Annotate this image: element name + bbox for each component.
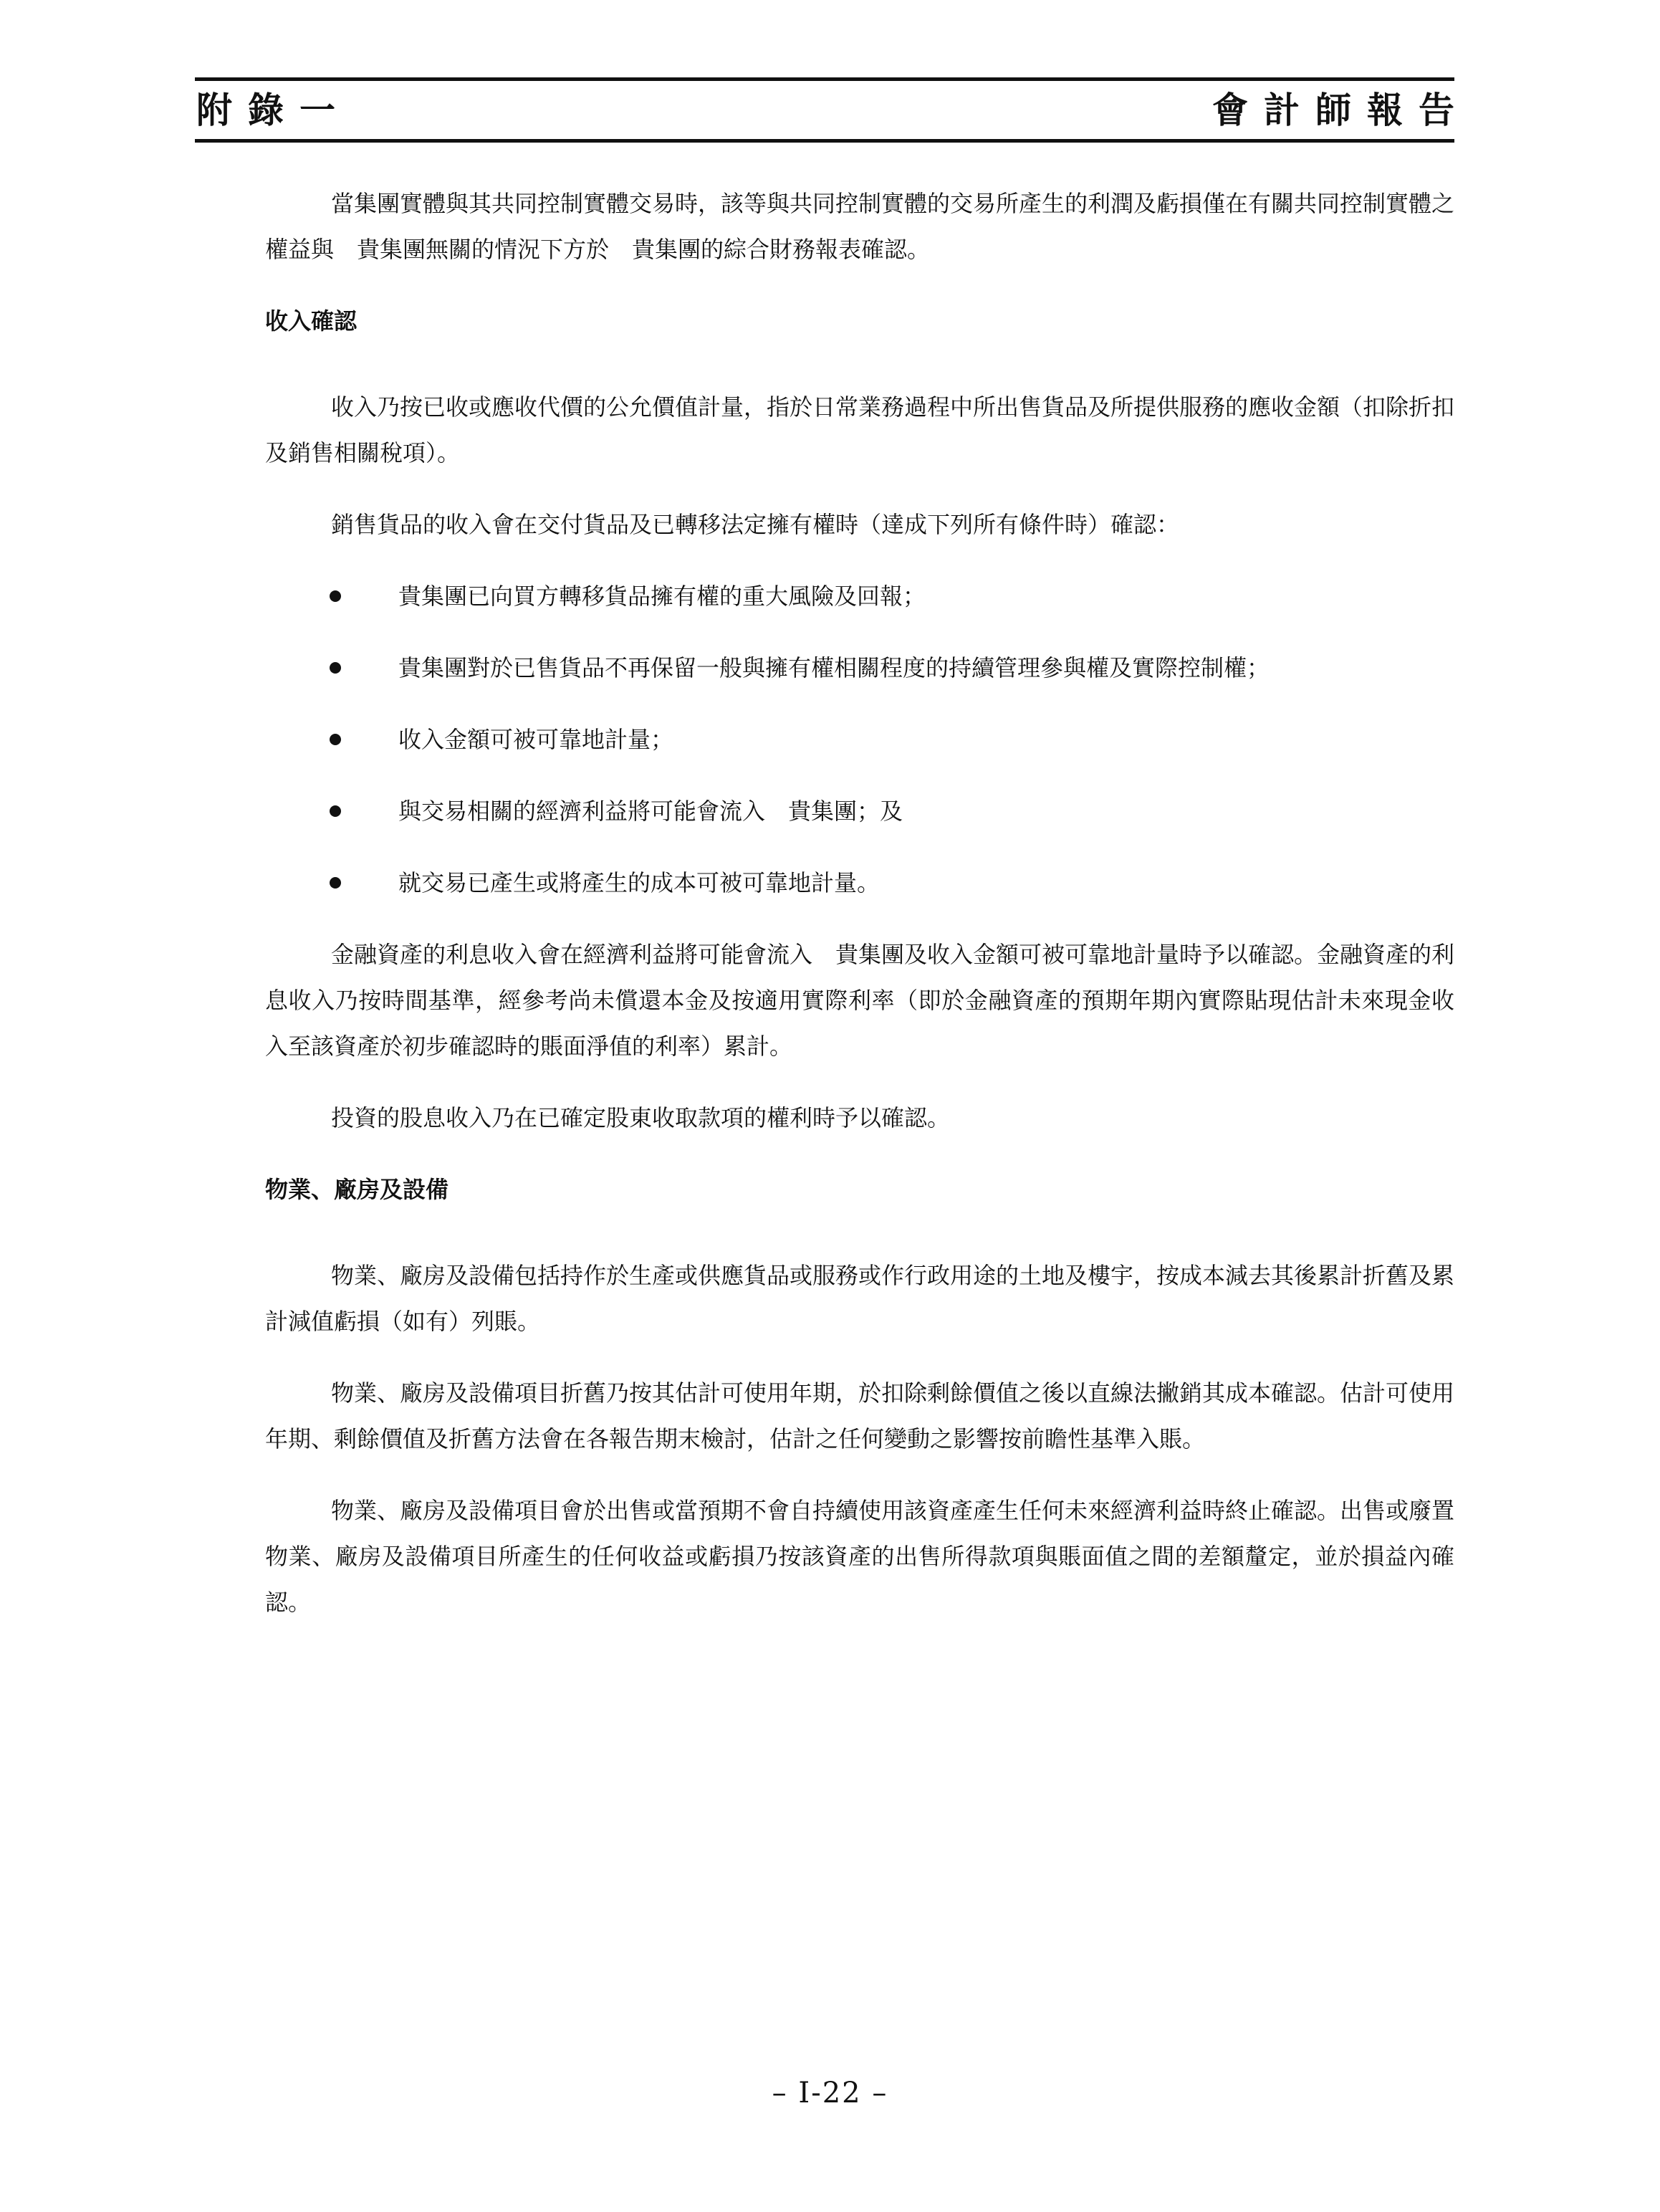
appendix-label: 附錄一 [196,89,351,131]
list-item [265,573,1454,619]
bullet-icon [330,805,341,817]
paragraph-ppe-cost: 物業、廠房及設備包括持作於生產或供應貨品或服務或作行政用途的土地及樓宇，按成本減去其後累計折舊及累計減值虧損（如有）列賬。 [265,1262,1455,1335]
list-item-text: 貴集團對於已售貨品不再保留一般與擁有權相關程度的持續管理參與權及實際控制權； [398,654,1270,681]
bullet-icon [330,662,341,674]
paragraph-dividend-income: 投資的股息收入乃在已確定股東收取款項的權利時予以確認。 [331,1104,951,1131]
paragraph-revenue-measurement: 收入乃按已收或應收代價的公允價值計量，指於日常業務過程中所出售貨品及所提供服務的應收金額（扣除折扣及銷售相關稅項）。 [265,393,1455,466]
paragraph-interest-income: 金融資產的利息收入會在經濟利益將可能會流入 貴集團及收入金額可被可靠地計量時予以確認。金融資產的利息收入乃按時間基準，經參考尚未償還本金及按適用實際利率（即於金融資產的預期年期內實際貼現估計未來現金收入至該資產於初步確認時的賬面淨值的利率）累計。 [265,941,1455,1060]
list-item [265,717,1454,762]
document-body [265,181,1454,1651]
page-header [195,77,1470,143]
list-item [265,788,1454,834]
paragraph-ppe-depreciation: 物業、廠房及設備項目折舊乃按其估計可使用年期，於扣除剩餘價值之後以直線法撇銷其成本確認。估計可使用年期、剩餘價值及折舊方法會在各報告期末檢討，估計之任何變動之影響按前瞻性基準入賬。 [265,1379,1455,1452]
list-item [265,860,1454,906]
heading-property-plant-equipment: 物業、廠房及設備 [265,1176,449,1203]
list-item-text: 與交易相關的經濟利益將可能會流入 貴集團；及 [398,798,903,825]
bullet-icon [330,734,341,745]
header-top-rule [195,77,1454,81]
list-item [265,645,1454,691]
page-number: – I-22 – [772,2077,888,2110]
conditions-list [265,573,1454,906]
paragraph-sale-of-goods: 銷售貨品的收入會在交付貨品及已轉移法定擁有權時（達成下列所有條件時）確認： [331,511,1180,538]
header-bottom-rule [195,139,1454,143]
list-item-text: 收入金額可被可靠地計量； [398,726,674,753]
heading-revenue-recognition: 收入確認 [265,307,358,335]
paragraph-ppe-derecognition: 物業、廠房及設備項目會於出售或當預期不會自持續使用該資產產生任何未來經濟利益時終止確認。出售或廢置物業、廠房及設備項目所產生的任何收益或虧損乃按該資產的出售所得款項與賬面值之間的差額釐定，並於損益內確認。 [265,1497,1455,1616]
paragraph-jointly-controlled: 當集團實體與其共同控制實體交易時，該等與共同控制實體的交易所產生的利潤及虧損僅在有關共同控制實體之權益與 貴集團無關的情況下方於 貴集團的綜合財務報表確認。 [265,190,1455,263]
bullet-icon [330,590,341,602]
list-item-text: 貴集團已向買方轉移貨品擁有權的重大風險及回報； [398,583,926,610]
list-item-text: 就交易已產生或將產生的成本可被可靠地計量。 [398,869,881,896]
section-title: 會計師報告 [1212,89,1470,131]
bullet-icon [330,877,341,889]
